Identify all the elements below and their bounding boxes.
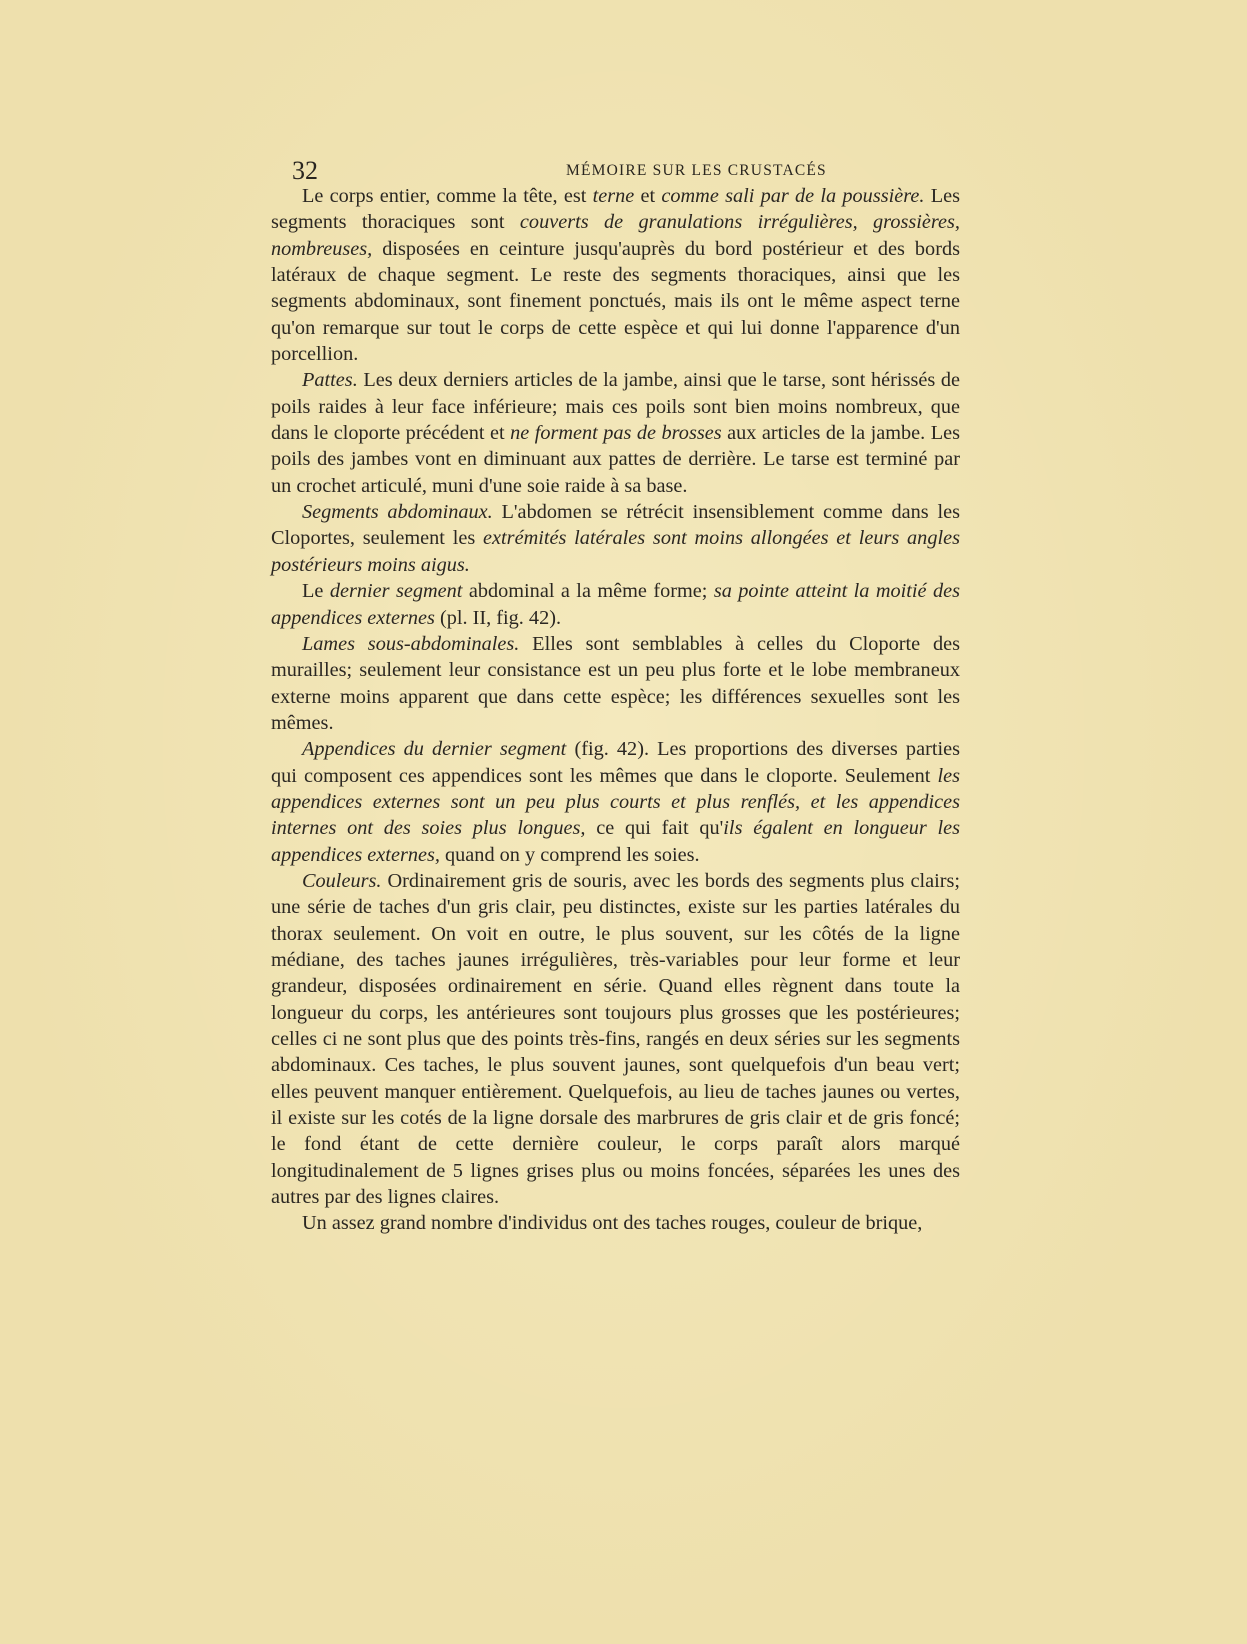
running-head: MÉMOIRE SUR LES CRUSTACÉS [566,162,827,179]
text-run: abdominal a la même forme; [462,580,714,603]
paragraph [271,868,960,1210]
italic-text: Appendices du dernier segment [302,738,567,761]
text-run: Ordinairement gris de souris, avec les bords des segments plus clairs; une série de taches d'un gris clair, peu distinctes, existe sur les parties latérales du thorax seulement. On voit en outre, le plus souvent, sur les côtés de la ligne médiane, des taches jaunes irrégulières, très-variables pour leur forme et leur grandeur, disposées ordinairement en série. Quand elles règnent dans toute la longueur du corps, les antérieures sont toujours plus grosses que les postérieures; celles ci ne sont plus que des points très-fins, rangés en deux séries sur les segments abdominaux. Ces taches, le plus souvent jaunes, sont quelquefois d'un beau vert; elles peuvent manquer entièrement. Quelquefois, au lieu de taches jaunes ou vertes, il existe sur les cotés de la ligne dorsale des marbrures de gris clair et de gris foncé; le fond étant de cette dernière couleur, le corps paraît alors marqué longitudinalement de 5 lignes grises plus ou moins foncées, séparées les unes des autres par des lignes claires. [271,869,960,1209]
paragraph [271,1210,960,1236]
italic-text: Segments abdominaux. [302,501,493,524]
italic-text: dernier segment [329,580,463,603]
italic-text: Lames sous-abdominales. [302,632,520,655]
italic-text: ne forment pas de brosses [510,422,722,445]
text-run: (fig. 42). Les proportions des diverses parties qui composent ces appendices sont les mêmes que dans le cloporte. Seulement [271,738,960,787]
text-run: Les segments thoraciques sont [271,185,960,234]
paragraph [271,367,960,499]
italic-text: les appendices externes sont un peu plus courts et plus renflés, et les appendices internes ont des soies plus longues, [271,764,960,840]
italic-text: ils égalent en longueur les appendices externes, [271,817,960,866]
text-run: et [634,185,662,207]
italic-text: Couleurs. [302,869,382,892]
paragraph [271,499,960,578]
italic-text: sa pointe atteint la moitié des appendices externes [271,580,960,629]
italic-text: extrémités latérales sont moins allongées et leurs angles postérieurs moins aigus. [271,527,960,576]
text-run: L'abdomen se rétrécit insensiblement comme dans les Cloportes, seulement les [271,501,960,550]
text-run: disposées en ceinture jusqu'auprès du bord postérieur et des bords latéraux de chaque segment. Le reste des segments thoraciques, ainsi que les segments abdominaux, sont finement ponctués, mais ils ont le même aspect terne qu'on remarque sur tout le corps de cette espèce et qui lui donne l'apparence d'un porcellion. [271,237,960,366]
italic-text: Pattes. [302,369,358,392]
text-run: aux articles de la jambe. Les poils des jambes vont en diminuant aux pattes de derrière. Le tarse est terminé par un crochet articulé, muni d'une soie raide à sa base. [271,422,960,497]
text-run: Le [302,580,330,603]
text-run: Elles sont semblables à celles du Cloporte des murailles; seulement leur consistance est un peu plus forte et le lobe membraneux externe moins apparent que dans cette espèce; les différences sexuelles sont les mêmes. [271,632,960,734]
italic-text: comme sali par de la poussière. [661,185,925,207]
paragraph [271,183,960,367]
paragraph [271,631,960,736]
text-run: Un assez grand nombre d'individus ont des taches rouges, couleur de brique, [302,1212,923,1235]
italic-text: couverts de granulations irrégulières, grossières, nombreuses, [271,211,960,260]
page-number: 32 [292,156,318,185]
paragraph [271,578,960,631]
text-run: quand on y comprend les soies. [439,843,700,866]
body-text [271,183,960,1237]
text-run: Le corps entier, comme la tête, est [302,185,593,207]
text-run: Les deux derniers articles de la jambe, ainsi que le tarse, sont hérissés de poils raides à leur face inférieure; mais ces poils sont bien moins nombreux, que dans le cloporte précédent et [271,369,960,445]
text-run: ce qui fait qu' [585,817,724,840]
paragraph [271,736,960,868]
italic-text: terne [592,185,635,207]
text-run: (pl. II, fig. 42). [434,606,562,629]
page-header [292,156,932,186]
